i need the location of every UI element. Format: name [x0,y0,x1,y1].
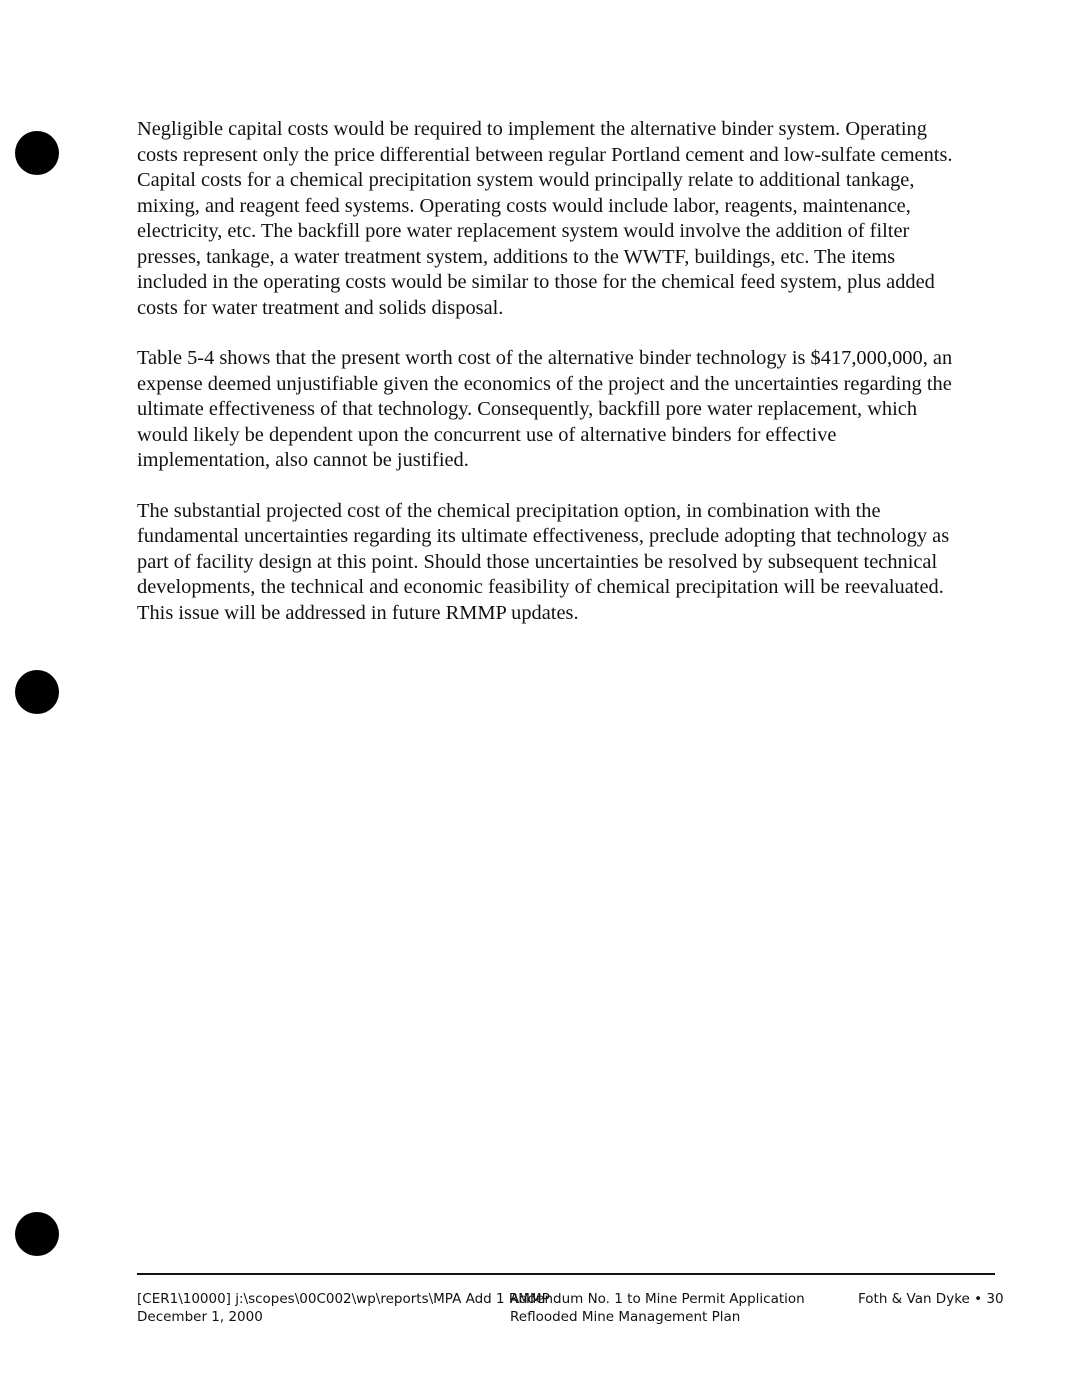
binder-punch-hole-middle [15,670,59,714]
footer-left [137,1290,550,1326]
paragraph-present-worth-cost: Table 5-4 shows that the present worth cost of the alternative binder technology is $417,000,000, an expense deemed unjustifiable given the economics of the project and the uncertainties regarding the ultimate effectiveness of that technology. Consequently, backfill pore water replacement, which would likely be dependent upon the concurrent use of alternative binders for effective implementation, also cannot be justified. [137,347,953,471]
footer-center [510,1290,805,1326]
binder-punch-hole-bottom [15,1212,59,1256]
footer-document-subtitle: Reflooded Mine Management Plan [510,1309,741,1325]
footer-company-page-number: Foth & Van Dyke • 30 [858,1291,1004,1307]
footer-file-reference: [CER1\10000] j:\scopes\00C002\wp\reports\MPA Add 1 RMMP [137,1291,550,1307]
document-body [137,117,967,651]
binder-punch-hole-top [15,131,59,175]
footer-date: December 1, 2000 [137,1309,263,1325]
footer-right [858,1290,1004,1308]
footer-divider [137,1273,995,1275]
paragraph-chemical-precipitation: The substantial projected cost of the chemical precipitation option, in combination with the fundamental uncertainties regarding its ultimate effectiveness, preclude adopting that technology as part of facility design at this point. Should those uncertainties be resolved by subsequent technical developments, the technical and economic feasibility of chemical precipitation will be reevaluated. This issue will be addressed in future RMMP updates. [137,499,950,624]
footer-document-title: Addendum No. 1 to Mine Permit Application [510,1291,805,1307]
paragraph-capital-operating-costs: Negligible capital costs would be required to implement the alternative binder system. Operating costs represent only the price differential between regular Portland cement and low-sulfate cements. Capital costs for a chemical precipitation system would principally relate to additional tankage, mixing, and reagent feed systems. Operating costs would include labor, reagents, maintenance, electricity, etc. The backfill pore water replacement system would involve the addition of filter presses, tankage, a water treatment system, additions to the WWTF, buildings, etc. The items included in the operating costs would be similar to those for the chemical feed system, plus added costs for water treatment and solids disposal. [137,118,953,319]
